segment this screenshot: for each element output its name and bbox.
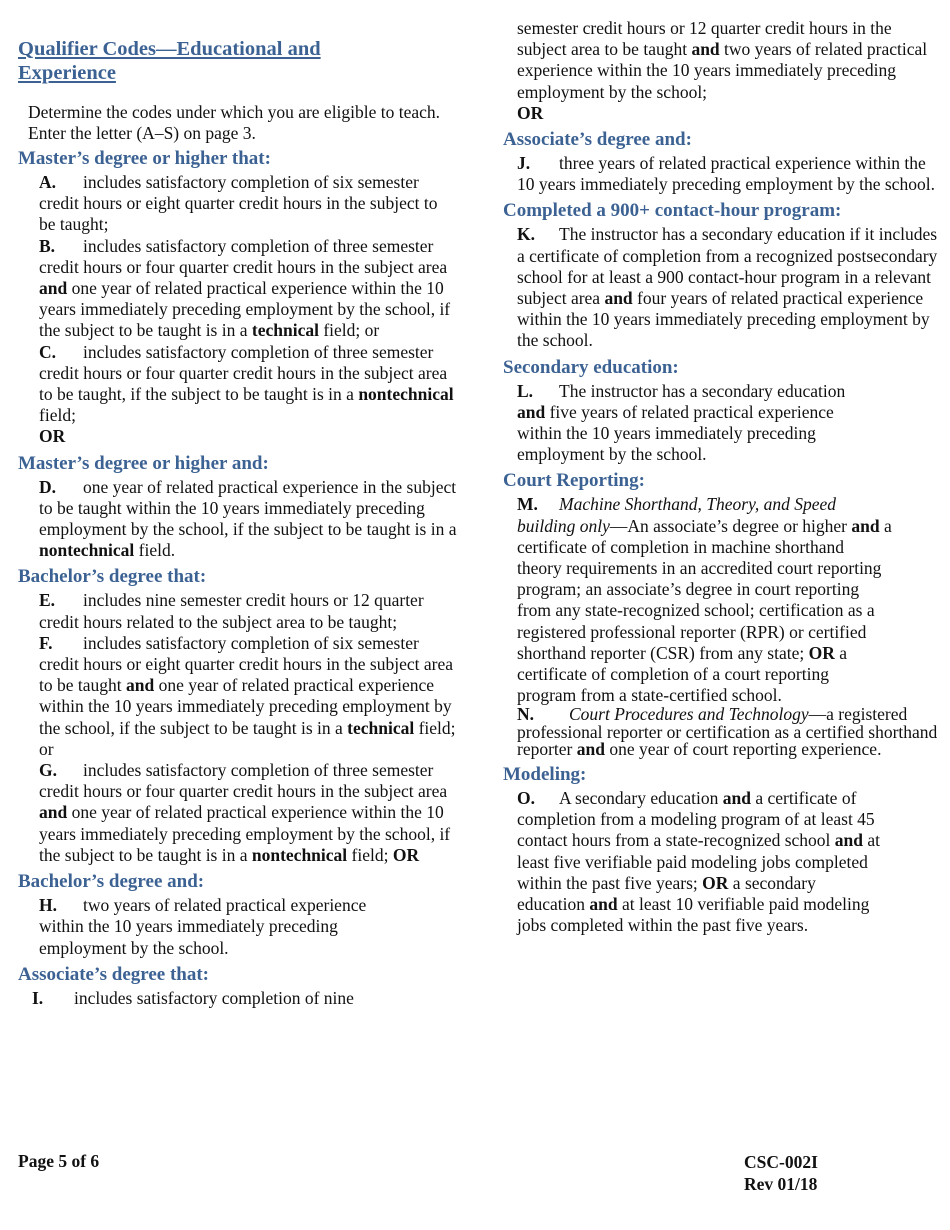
code-m: M. Machine Shorthand, Theory, and Speed building only—An associate’s degree or higher and a certificate of completion in machine shorthand theory requirements in an accredited court reporting program; an associate’s degree in court reporting from any state-recognized school; certification as a registered professional reporter (RPR) or certified shorthand reporter (CSR) from any state; OR a certificate of completion of a court reporting program from a state-certified school. — [517, 494, 892, 706]
code-o: O. A secondary education and a certificate of completion from a modeling program of at least 45 contact hours from a state-recognized school and at least five verifiable paid modeling jobs completed within the past five years; OR a secondary education and at least 10 verifiable paid modeling jobs completed within the past five years. — [517, 787, 881, 936]
code-letter: M. — [517, 494, 538, 515]
right-column — [503, 18, 940, 936]
section-heading-contact-hour: Completed a 900+ contact-hour program: — [503, 200, 842, 222]
code-i: I. includes satisfactory completion of nine — [32, 987, 354, 1008]
code-letter: H. — [39, 895, 57, 916]
section-heading-associates-and: Associate’s degree and: — [503, 129, 692, 151]
code-letter: J. — [517, 153, 531, 174]
code-letter: G. — [39, 760, 57, 781]
section-heading-masters-that: Master’s degree or higher that: — [18, 148, 271, 169]
code-n: N. Court Procedures and Technology—a registered professional reporter or certification as a certified shorthand reporter and one year of court reporting experience. — [517, 704, 938, 760]
code-letter: O. — [517, 787, 535, 808]
code-d: D. one year of related practical experience in the subject to be taught within the 10 years immediately preceding employment by the school, if the subject to be taught is in a nontechnical field. — [39, 476, 457, 561]
section-heading-associates-that: Associate’s degree that: — [18, 963, 210, 985]
revision: Rev 01/18 — [744, 1174, 818, 1194]
section-heading-bachelors-and: Bachelor’s degree and: — [18, 871, 205, 893]
code-f: F. includes satisfactory completion of six semester credit hours or eight quarter credit hours in the subject area to be taught and one year of related practical experience within the 10 years immediately preceding employment by the school, if the subject to be taught is in a technical field; or — [39, 632, 456, 759]
section-heading-modeling: Modeling: — [503, 763, 587, 785]
section-heading-secondary: Secondary education: — [503, 356, 679, 378]
code-letter: D. — [39, 476, 57, 497]
code-e: E. includes nine semester credit hours or 12 quarter credit hours related to the subject area to be taught; — [39, 590, 424, 632]
left-column — [18, 147, 458, 1009]
code-letter: A. — [39, 172, 57, 192]
code-b: B. includes satisfactory completion of three semester credit hours or four quarter credit hours in the subject area and one year of related practical experience within the 10 years immediately preceding employment by the school, if the subject to be taught is in a technical field; or — [39, 235, 451, 341]
code-letter: L. — [517, 380, 534, 401]
code-letter: B. — [39, 235, 56, 256]
form-id — [744, 1151, 818, 1195]
code-letter: C. — [39, 341, 57, 362]
code-h: H. two years of related practical experience within the 10 years immediately preceding employment by the school. — [39, 895, 367, 958]
code-letter: I. — [32, 987, 44, 1008]
section-heading-bachelors-that: Bachelor’s degree that: — [18, 566, 207, 588]
code-a: A. includes satisfactory completion of six semester credit hours or eight quarter credit hours in the subject to be taught; — [39, 172, 438, 235]
code-k: K. The instructor has a secondary education if it includes a certificate of completion from a recognized postsecondary school for at least a 900 contact-hour program in a relevant subject area and four years of related practical experience within the 10 years immediately preceding employment by the school. — [517, 224, 938, 351]
code-l: L. The instructor has a secondary education and five years of related practical experience within the 10 years immediately preceding employment by the school. — [517, 380, 846, 465]
code-g: G. includes satisfactory completion of three semester credit hours or four quarter credit hours in the subject area and one year of related practical experience within the 10 years immediately preceding employment by the school, if the subject to be taught is in a nontechnical field; OR — [39, 760, 451, 865]
section-heading-court-reporting: Court Reporting: — [503, 470, 645, 492]
section-heading-masters-and: Master’s degree or higher and: — [18, 452, 269, 474]
form-code: CSC-002I — [744, 1152, 818, 1172]
code-letter: K. — [517, 224, 535, 245]
code-letter: E. — [39, 590, 56, 611]
intro-text: Determine the codes under which you are eligible to teach. Enter the letter (A–S) on page 3. — [28, 102, 441, 143]
page-title: Qualifier Codes—Educational and Experience — [18, 38, 321, 84]
code-letter: F. — [39, 632, 53, 653]
or-separator: OR — [39, 426, 66, 447]
page-number: Page 5 of 6 — [18, 1151, 100, 1171]
or-separator: OR — [517, 102, 544, 123]
code-c: C. includes satisfactory completion of three semester credit hours or four quarter credit hours in the subject area to be taught, if the subject to be taught is in a nontechnical field; — [39, 341, 454, 426]
code-i-continued: semester credit hours or 12 quarter credit hours in the subject area to be taught and two years of related practical experience within the 10 years immediately preceding employment by the school; — [517, 18, 928, 102]
code-letter: N. — [517, 704, 535, 725]
code-j: J. three years of related practical experience within the 10 years immediately preceding employment by the school. — [517, 153, 935, 195]
